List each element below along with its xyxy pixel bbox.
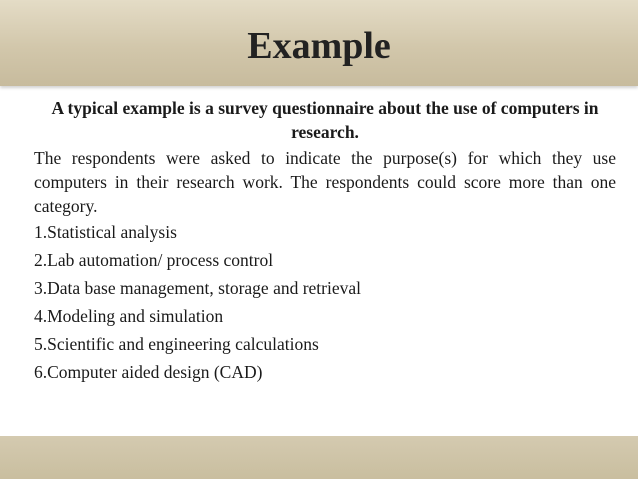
list-item: 1.Statistical analysis (34, 222, 177, 242)
list-item: 5.Scientific and engineering calculations (34, 334, 319, 354)
list-item: 6.Computer aided design (CAD) (34, 362, 263, 382)
purpose-list (34, 218, 616, 386)
slide-content (34, 96, 616, 386)
list-item: 2.Lab automation/ process control (34, 250, 274, 270)
slide-subtitle: A typical example is a survey questionnaire about the use of computers in research. (51, 98, 599, 142)
list-item: 4.Modeling and simulation (34, 306, 224, 326)
slide-title: Example (247, 25, 391, 67)
description-paragraph: The respondents were asked to indicate the purpose(s) for which they use computers in their research work. The respondents could score more than one category. (34, 148, 616, 216)
list-item: 3.Data base management, storage and retrieval (34, 278, 362, 298)
footer-band (0, 436, 638, 479)
